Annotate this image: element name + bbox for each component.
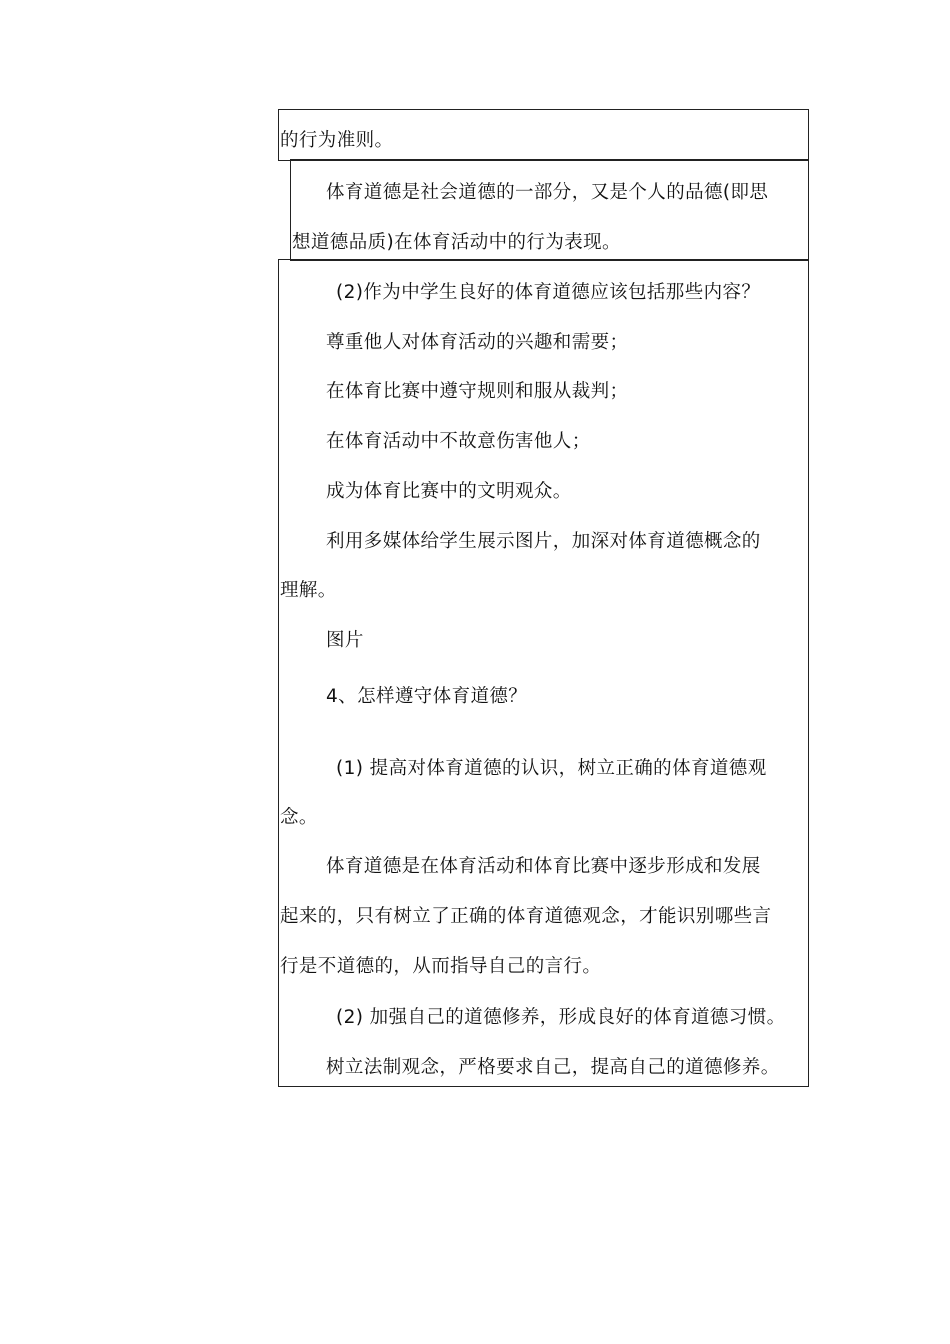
list-item: 尊重他人对体育活动的兴趣和需要；: [326, 332, 629, 353]
list-item: 成为体育比赛中的文明观众。: [326, 481, 572, 502]
section-heading: 4、怎样遵守体育道德？: [326, 686, 528, 707]
question-heading: (2)作为中学生良好的体育道德应该包括那些内容？: [336, 282, 761, 303]
point-heading: (1) 提高对体育道德的认识，树立正确的体育道德观: [336, 758, 767, 779]
point-heading: (2) 加强自己的道德修养，形成良好的体育道德习惯。: [336, 1007, 786, 1028]
text-line: 念。: [280, 807, 318, 828]
text-line: 起来的，只有树立了正确的体育道德观念，才能识别哪些言: [280, 906, 772, 927]
list-item: 在体育比赛中遵守规则和服从裁判；: [326, 381, 629, 402]
text-line: 利用多媒体给学生展示图片，加深对体育道德概念的: [326, 531, 761, 552]
text-line: 的行为准则。: [280, 130, 394, 151]
text-line: 树立法制观念，严格要求自己，提高自己的道德修养。: [326, 1057, 780, 1078]
text-line: 体育道德是社会道德的一部分，又是个人的品德(即思: [326, 182, 769, 203]
text-line: 想道德品质)在体育活动中的行为表现。: [292, 232, 621, 253]
text-line: 体育道德是在体育活动和体育比赛中逐步形成和发展: [326, 856, 761, 877]
text-line: 理解。: [280, 580, 337, 601]
picture-label: 图片: [326, 630, 364, 651]
list-item: 在体育活动中不故意伤害他人；: [326, 431, 591, 452]
text-line: 行是不道德的，从而指导自己的言行。: [280, 956, 602, 977]
